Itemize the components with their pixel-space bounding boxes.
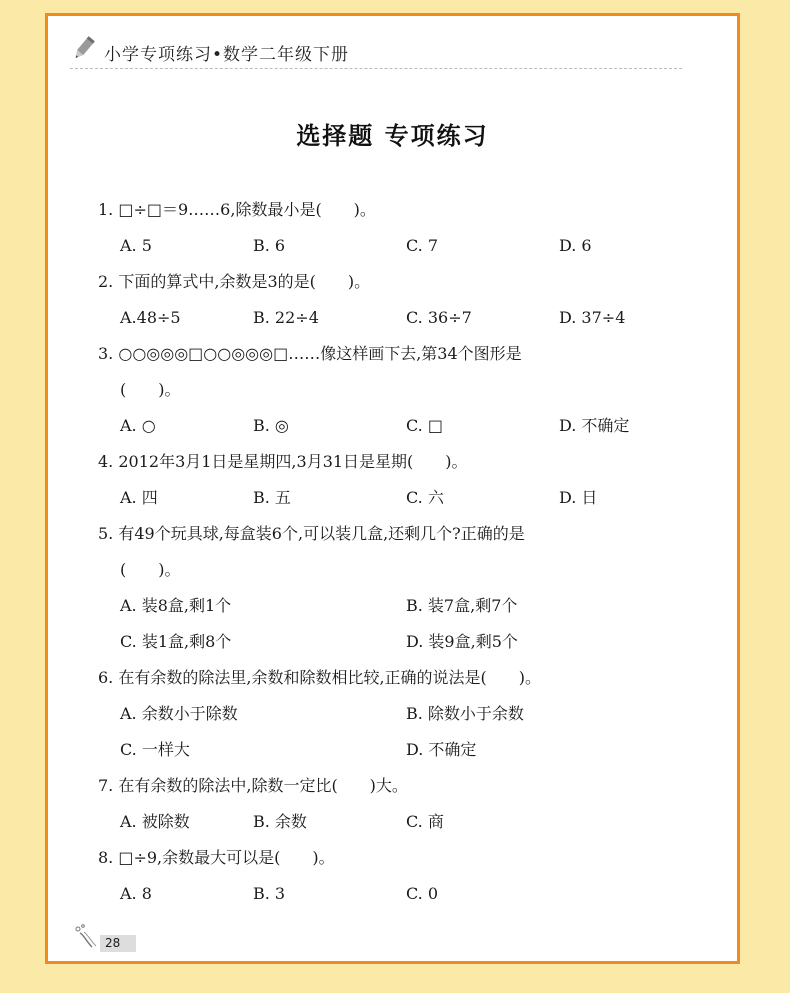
options-q3 <box>98 408 698 444</box>
option-c: C. 0 <box>406 884 439 903</box>
option-b: B. 装7盒,剩7个 <box>406 596 518 615</box>
options-q7 <box>98 804 698 840</box>
option-a: A. 装8盒,剩1个 <box>120 596 232 615</box>
options-q8 <box>98 876 698 912</box>
option-c: C. 36÷7 <box>406 308 472 327</box>
option-a: A. 被除数 <box>120 812 190 831</box>
question-3: 3. ○○◎◎◎□○○◎◎◎□……像这样画下去,第34个图形是 <box>98 344 522 363</box>
option-c: C. 装1盒,剩8个 <box>120 632 232 651</box>
option-a: A. 余数小于除数 <box>120 704 238 723</box>
option-b: B. 3 <box>253 884 286 903</box>
options-q1 <box>98 228 698 264</box>
options-q5-row2 <box>98 624 698 660</box>
options-q5-row1 <box>98 588 698 624</box>
option-c: C. 一样大 <box>120 740 190 759</box>
option-c: C. □ <box>406 416 443 435</box>
option-d: D. 装9盒,剩5个 <box>406 632 518 651</box>
question-6: 6. 在有余数的除法里,余数和除数相比较,正确的说法是( )。 <box>98 668 542 687</box>
swirl-ornament-icon <box>74 923 102 949</box>
options-q6-row1 <box>98 696 698 732</box>
question-2: 2. 下面的算式中,余数是3的是( )。 <box>98 272 371 291</box>
options-q2 <box>98 300 698 336</box>
question-5: 5. 有49个玩具球,每盒装6个,可以装几盒,还剩几个?正确的是 <box>98 524 525 543</box>
option-a: A. 8 <box>120 884 152 903</box>
question-4: 4. 2012年3月1日是星期四,3月31日是星期( )。 <box>98 452 468 471</box>
question-5-continuation: ( )。 <box>120 560 181 579</box>
option-d: D. 37÷4 <box>559 308 626 327</box>
question-1: 1. □÷□＝9……6,除数最小是( )。 <box>98 200 376 219</box>
header-title: 小学专项练习•数学二年级下册 <box>104 45 350 65</box>
option-d: D. 6 <box>559 236 592 255</box>
option-c: C. 商 <box>406 812 444 831</box>
options-q4 <box>98 480 698 516</box>
worksheet-page <box>45 13 740 964</box>
page-header <box>70 34 682 69</box>
question-3-continuation: ( )。 <box>120 380 181 399</box>
option-c: C. 六 <box>406 488 444 507</box>
question-8: 8. □÷9,余数最大可以是( )。 <box>98 848 335 867</box>
option-b: B. 五 <box>253 488 291 507</box>
pencil-icon <box>70 34 98 62</box>
option-a: A. 四 <box>120 488 158 507</box>
option-b: B. 除数小于余数 <box>406 704 524 723</box>
option-d: D. 不确定 <box>559 416 630 435</box>
option-c: C. 7 <box>406 236 439 255</box>
option-d: D. 日 <box>559 488 598 507</box>
option-b: B. 22÷4 <box>253 308 319 327</box>
option-b: B. 余数 <box>253 812 307 831</box>
page-title: 选择题 专项练习 <box>296 122 489 150</box>
option-a: A.48÷5 <box>120 308 181 327</box>
options-q6-row2 <box>98 732 698 768</box>
option-d: D. 不确定 <box>406 740 477 759</box>
option-a: A. 5 <box>120 236 152 255</box>
page-number: 28 <box>100 935 136 952</box>
question-7: 7. 在有余数的除法中,除数一定比( )大。 <box>98 776 408 795</box>
question-list <box>98 192 698 912</box>
option-a: A. ○ <box>120 416 156 435</box>
option-b: B. ◎ <box>253 416 289 435</box>
option-b: B. 6 <box>253 236 286 255</box>
